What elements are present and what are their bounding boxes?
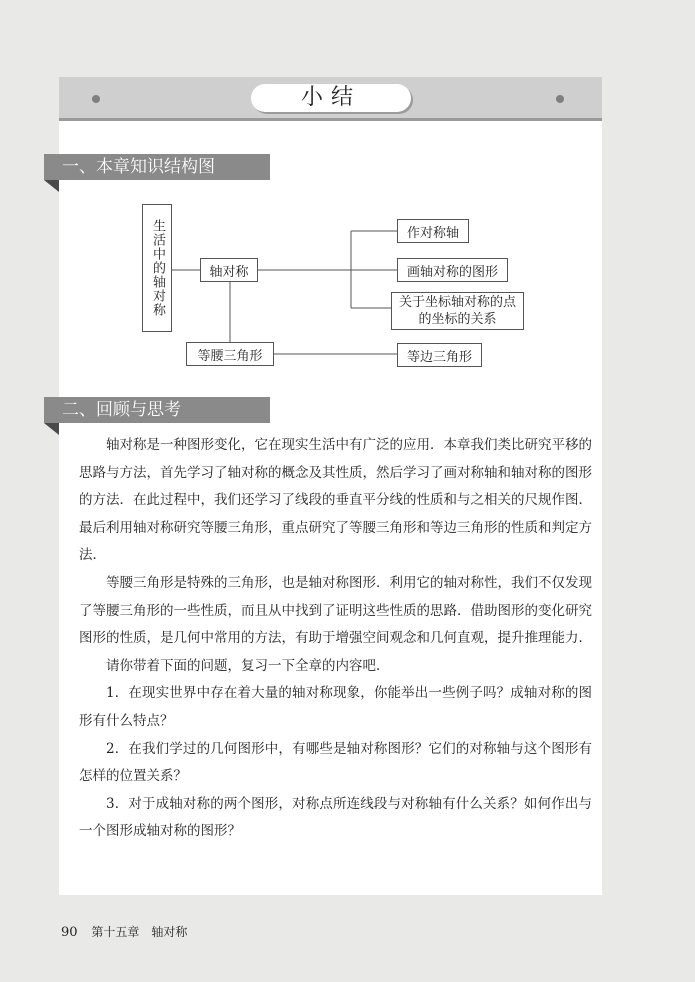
node-equilateral-triangle: 等边三角形 [397,343,482,367]
section-heading-review: 二、回顾与思考 [44,397,270,423]
node-draw-axis: 作对称轴 [397,219,469,243]
node-life-axis-symmetry: 生活中的轴对称 [142,204,172,332]
node-coordinate-symmetry: 关于坐标轴对称的点的坐标的关系 [391,292,524,330]
question: 3．对于成轴对称的两个图形，对称点所连线段与对称轴有什么关系？如何作出与一个图形成轴对称的图形？ [79,795,592,840]
paragraph: 轴对称是一种图形变化，它在现实生活中有广泛的应用．本章我们类比研究平移的思路与方法，首先学习了轴对称的概念及其性质，然后学习了画对称轴和轴对称的图形的方法．在此过程中，我们还学习了线段的垂直平分线的性质和与之相关的尺规作图．最后利用轴对称研究等腰三角形，重点研究了等腰三角形和等边三角形的性质和判定方法． [79,437,592,564]
node-axis-symmetry: 轴对称 [200,258,258,282]
page-number: 90 [61,925,78,940]
banner-title: 小结 [251,84,411,112]
section-heading-tail [44,423,59,435]
question: 1．在现实世界中存在着大量的轴对称现象，你能举出一些例子吗？成轴对称的图形有什么特点？ [79,685,592,729]
chapter-title: 第十五章 轴对称 [91,925,188,939]
node-isosceles-triangle: 等腰三角形 [186,342,274,366]
node-draw-symmetric-figure: 画轴对称的图形 [397,258,508,282]
paragraph: 请你带着下面的问题，复习一下全章的内容吧． [106,657,390,674]
review-text [79,432,592,846]
question: 2．在我们学过的几何图形中，有哪些是轴对称图形？它们的对称轴与这个图形有怎样的位置关系？ [79,740,592,785]
paragraph: 等腰三角形是特殊的三角形，也是轴对称图形．利用它的轴对称性，我们不仅发现了等腰三角形的一些性质，而且从中找到了证明这些性质的思路．借助图形的变化研究图形的性质，是几何中常用的方法，有助于增强空间观念和几何直观，提升推理能力． [79,574,592,647]
page-footer [61,923,187,940]
section-heading-structure: 一、本章知识结构图 [44,154,270,180]
